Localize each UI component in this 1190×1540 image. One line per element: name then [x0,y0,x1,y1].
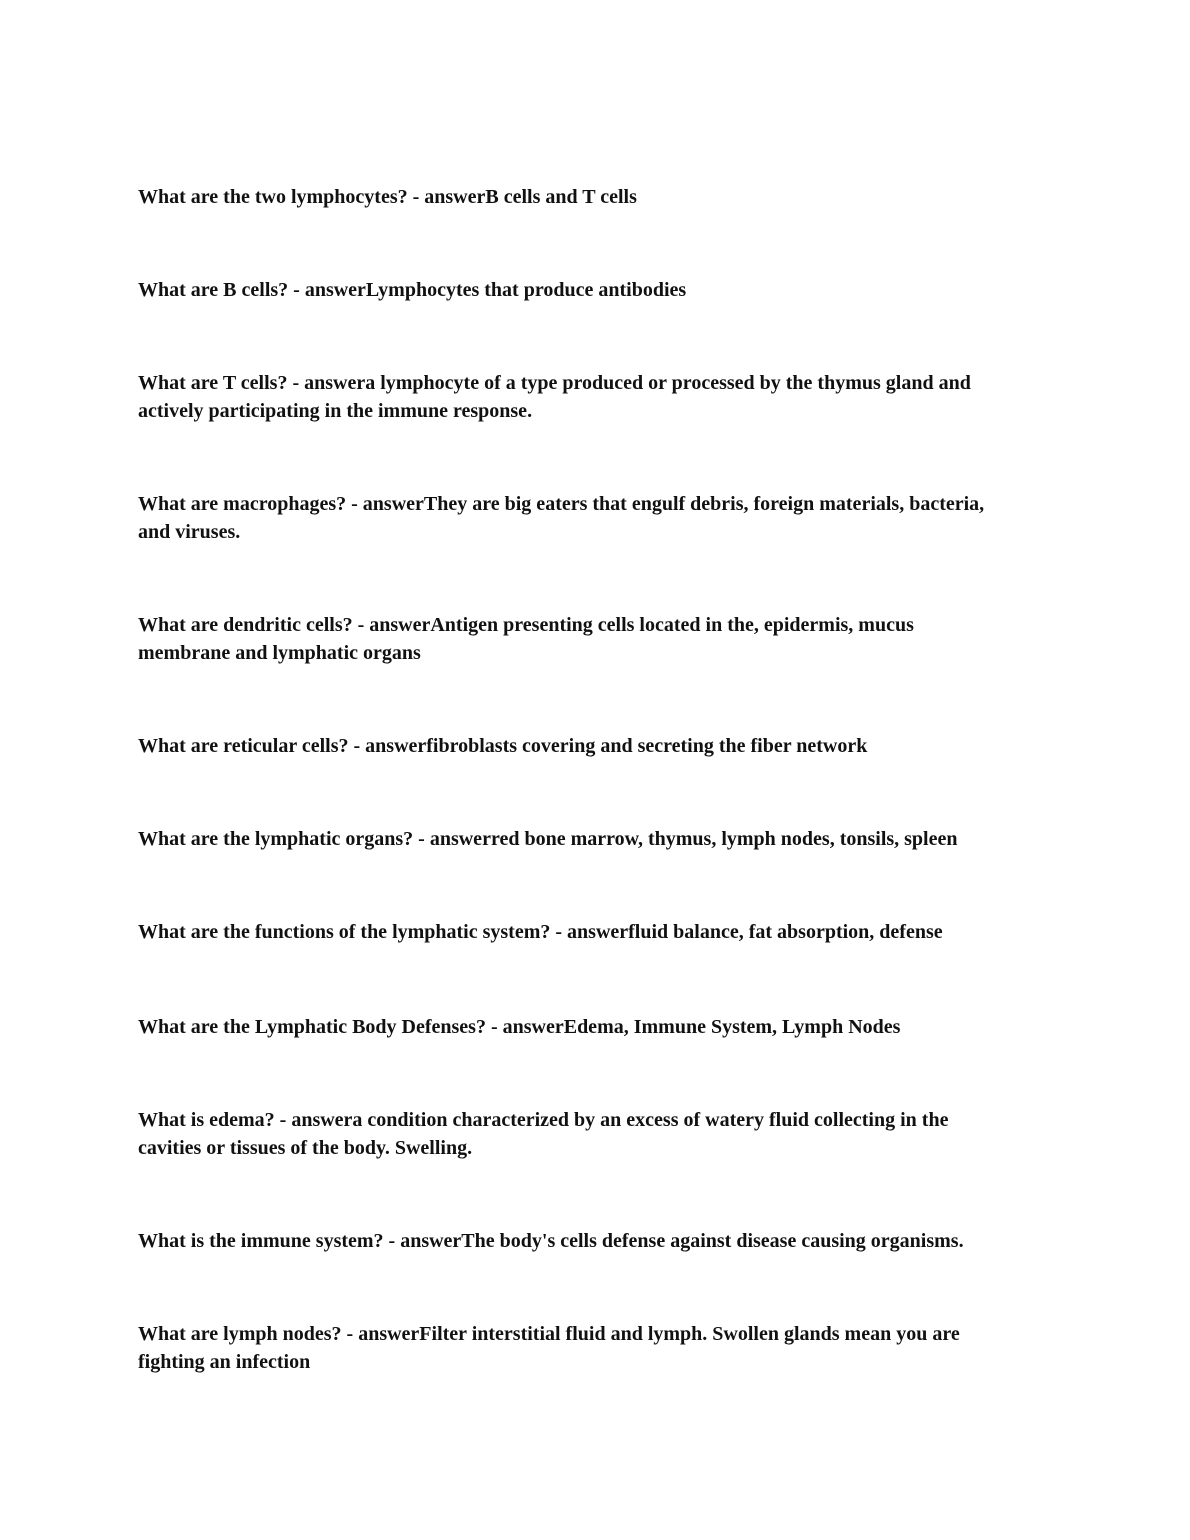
qa-line: What are dendritic cells? - answerAntigen presenting cells located in the, epidermis, mucus [138,614,914,636]
qa-line: What is edema? - answera condition characterized by an excess of watery fluid collecting in the [138,1109,949,1131]
qa-item [138,1320,960,1376]
qa-item [138,1106,948,1162]
qa-line: What are T cells? - answera lymphocyte of a type produced or processed by the thymus gland and [138,372,971,394]
qa-item [138,611,914,667]
qa-item [138,825,958,853]
qa-line: What are the two lymphocytes? - answerB cells and T cells [138,186,637,208]
qa-item [138,1013,900,1041]
qa-line: What are macrophages? - answerThey are big eaters that engulf debris, foreign materials, bacteria, [138,493,985,515]
qa-item [138,183,637,211]
qa-item [138,490,984,546]
qa-line: cavities or tissues of the body. Swelling. [138,1137,473,1159]
qa-line: What are reticular cells? - answerfibroblasts covering and secreting the fiber network [138,735,868,757]
qa-line: What are the Lymphatic Body Defenses? - answerEdema, Immune System, Lymph Nodes [138,1016,901,1038]
qa-line: and viruses. [138,521,241,543]
qa-line: actively participating in the immune response. [138,400,533,422]
qa-line: membrane and lymphatic organs [138,642,421,664]
qa-line: What is the immune system? - answerThe body's cells defense against disease causing organisms. [138,1230,964,1252]
qa-line: What are lymph nodes? - answerFilter interstitial fluid and lymph. Swollen glands mean you are [138,1323,960,1345]
qa-item [138,276,686,304]
qa-line: What are the functions of the lymphatic system? - answerfluid balance, fat absorption, defense [138,921,943,943]
qa-line: fighting an infection [138,1351,311,1373]
qa-item [138,732,867,760]
qa-line: What are the lymphatic organs? - answerred bone marrow, thymus, lymph nodes, tonsils, spleen [138,828,958,850]
qa-item [138,369,971,425]
qa-item [138,918,943,946]
qa-item [138,1227,964,1255]
qa-line: What are B cells? - answerLymphocytes that produce antibodies [138,279,687,301]
